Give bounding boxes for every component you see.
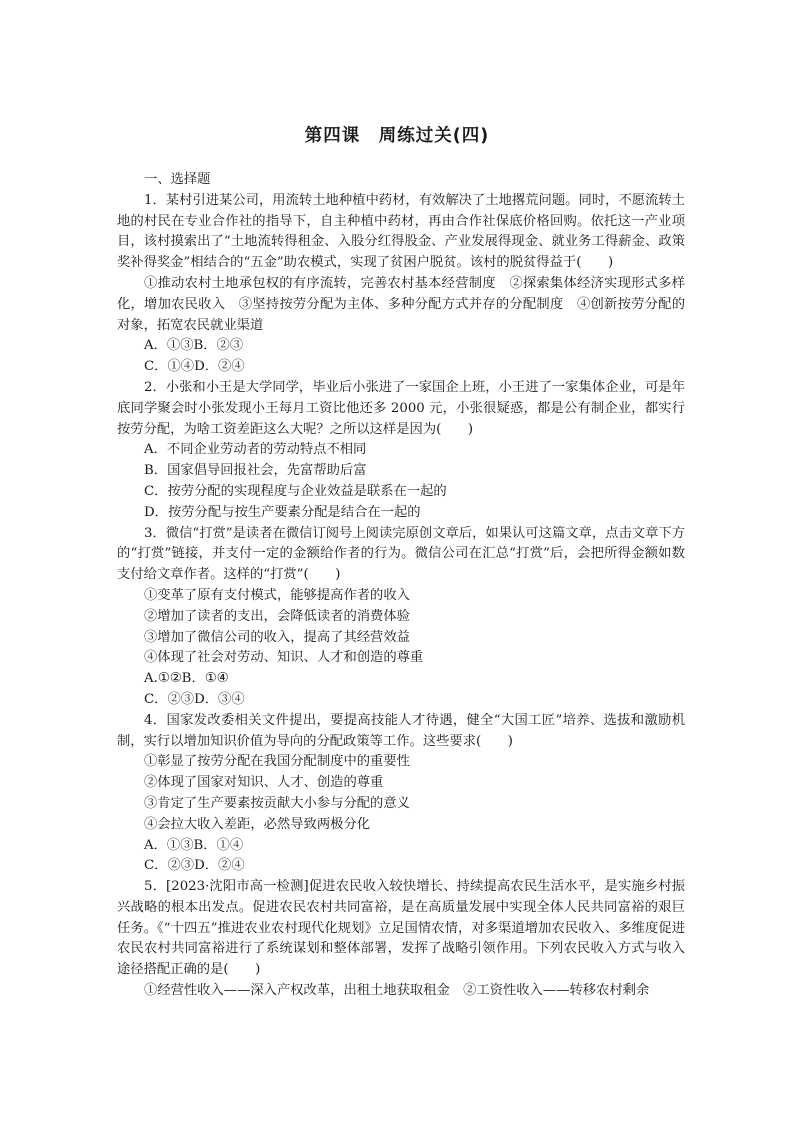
question-1-options-ab: A．①③B．②③ [144,338,244,354]
question-4-statement-4: ④会拉大收入差距，必然导致两极分化 [144,816,371,832]
question-2-option-b: B．国家倡导回报社会，先富帮助后富 [144,463,367,479]
question-4-options-cd: C．②③D．②④ [144,858,245,874]
question-3-options-ab: A.①②B．①④ [144,671,229,687]
question-5-statements: ①经营性收入——深入产权改革，出租土地获取租金 ②工资性收入——转移农村剩余 [144,983,650,999]
question-4-statement-2: ②体现了国家对知识、人才、创造的尊重 [144,775,384,791]
question-2-option-d: D．按劳分配与按生产要素分配是结合在一起的 [144,504,421,520]
question-3-statement-3: ③增加了微信公司的收入，提高了其经营效益 [144,629,410,645]
question-3-options-cd: C．②③D．③④ [144,691,245,707]
question-3-stem: 3．微信“打赏”是读者在微信订阅号上阅读完原创文章后，如果认可这篇文章，点击文章下方的“打赏”链接，并支付一定的金额给作者的行为。微信公司在汇总“打赏”后，会把所得金额如数支付给文章作者。这样的“打赏”( ) [117,525,685,583]
question-1-statements: ①推动农村土地承包权的有序流转，完善农村基本经营制度 ②探索集体经济实现形式多样化，增加农民收入 ③坚持按劳分配为主体、多种分配方式并存的分配制度 ④创新按劳分配的对象，拓宽农民就业渠道 [117,275,685,333]
question-5-stem: 5．[2023·沈阳市高一检测]促进农民收入较快增长、持续提高农民生活水平，是实施乡村振兴战略的根本出发点。促进农民农村共同富裕，是在高质量发展中实现全体人民共同富裕的艰巨任务。《“十四五”推进农业农村现代化规划》立足国情农情，对多渠道增加农民收入、多维度促进农民农村共同富裕进行了系统谋划和整体部署，发挥了战略引领作用。下列农民收入方式与收入途径搭配正确的是( ) [117,879,685,978]
question-3-statement-4: ④体现了社会对劳动、知识、人才和创造的尊重 [144,650,424,666]
section-heading: 一、选择题 [144,172,211,187]
question-2-option-c: C．按劳分配的实现程度与企业效益是联系在一起的 [144,483,447,499]
question-4-stem: 4．国家发改委相关文件提出，要提高技能人才待遇，健全“大国工匠”培养、选拔和激励机制，实行以增加知识价值为导向的分配政策等工作。这些要求( ) [117,712,685,749]
question-3-statement-1: ①变革了原有支付模式，能够提高作者的收入 [144,587,410,603]
question-2-option-a: A．不同企业劳动者的劳动特点不相同 [144,442,367,458]
question-3-statement-2: ②增加了读者的支出，会降低读者的消费体验 [144,608,410,624]
question-4-statement-1: ①彰显了按劳分配在我国分配制度中的重要性 [144,754,410,770]
question-1-stem: 1．某村引进某公司，用流转土地种植中药材，有效解决了土地撂荒问题。同时，不愿流转土地的村民在专业合作社的指导下，自主种植中药材，再由合作社保底价格回购。依托这一产业项目，该村摸索出了“土地流转得租金、入股分红得股金、产业发展得现金、就业务工得薪金、政策奖补得奖金”相结合的“五金”助农模式，实现了贫困户脱贫。该村的脱贫得益于( ) [117,192,685,271]
question-4-options-ab: A．①③B．①④ [144,837,244,853]
question-4-statement-3: ③肯定了生产要素按贡献大小参与分配的意义 [144,795,410,811]
question-1-options-cd: C．①④D．②④ [144,359,245,375]
question-2-stem: 2．小张和小王是大学同学，毕业后小张进了一家国企上班，小王进了一家集体企业，可是年底同学聚会时小张发现小王每月工资比他还多 2000 元，小张很疑惑，都是公有制企业，都实行按劳分配，为啥工资差距这么大呢？之所以这样是因为( ) [117,379,685,437]
page-title: 第四课 周练过关(四) [304,126,490,146]
question-list [117,170,685,1002]
